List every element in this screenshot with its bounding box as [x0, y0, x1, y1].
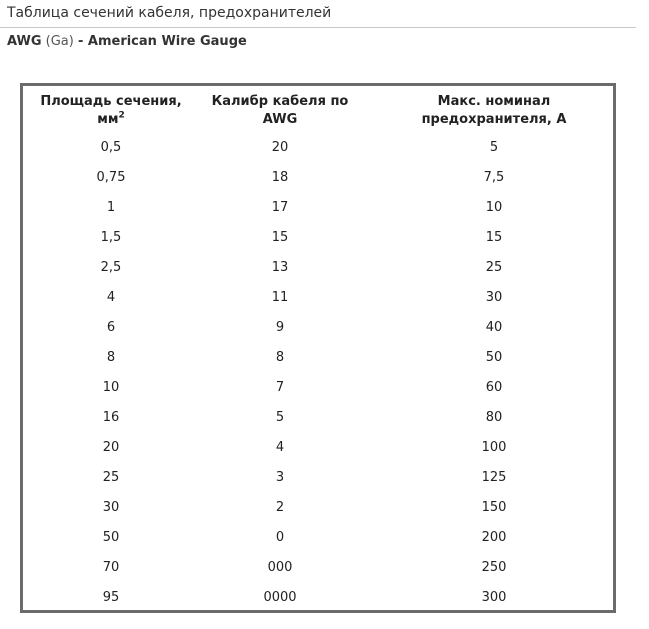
table-body — [23, 140, 613, 620]
column-header-line: Площадь сечения, — [40, 94, 182, 109]
table-row — [23, 530, 613, 560]
awg-cell: 3 — [275, 470, 285, 485]
awg-cell: 17 — [271, 200, 289, 215]
subtitle-awg: AWG — [7, 34, 42, 49]
table-row — [23, 380, 613, 410]
column-header-line: предохранителя, А — [421, 112, 567, 127]
table-row — [23, 410, 613, 440]
awg-cell: 000 — [267, 560, 293, 575]
fuse-rating-cell: 250 — [481, 560, 507, 575]
fuse-rating-cell: 80 — [485, 410, 503, 425]
title-divider — [0, 27, 636, 28]
column-header-line: AWG — [262, 112, 298, 127]
fuse-rating-cell: 7,5 — [483, 170, 505, 185]
table-row — [23, 560, 613, 590]
page-title: Таблица сечений кабеля, предохранителей — [7, 5, 332, 21]
fuse-rating-cell: 25 — [485, 260, 503, 275]
awg-cell: 0 — [275, 530, 285, 545]
awg-cell: 20 — [271, 140, 289, 155]
unit-label: мм — [97, 112, 119, 127]
subtitle — [7, 34, 247, 49]
awg-cell: 4 — [275, 440, 285, 455]
cross-section-cell: 70 — [102, 560, 120, 575]
column-header-line: Калибр кабеля по — [211, 94, 349, 109]
cross-section-cell: 16 — [102, 410, 120, 425]
table-row — [23, 470, 613, 500]
awg-cell: 0000 — [263, 590, 297, 605]
subtitle-ga: (Ga) — [45, 34, 74, 49]
cross-section-cell: 8 — [106, 350, 116, 365]
awg-cell: 18 — [271, 170, 289, 185]
table-row — [23, 170, 613, 200]
awg-cell: 13 — [271, 260, 289, 275]
column-header-fuse-rating — [401, 93, 587, 129]
table-row — [23, 440, 613, 470]
cross-section-cell: 50 — [102, 530, 120, 545]
awg-cell: 15 — [271, 230, 289, 245]
table-row — [23, 320, 613, 350]
cross-section-cell: 1 — [106, 200, 116, 215]
cross-section-cell: 0,5 — [100, 140, 122, 155]
cross-section-cell: 6 — [106, 320, 116, 335]
fuse-rating-cell: 5 — [489, 140, 499, 155]
table-row — [23, 260, 613, 290]
cross-section-cell: 20 — [102, 440, 120, 455]
cross-section-cell: 95 — [102, 590, 120, 605]
column-header-line — [23, 111, 199, 129]
fuse-rating-cell: 15 — [485, 230, 503, 245]
awg-cell: 8 — [275, 350, 285, 365]
awg-cell: 2 — [275, 500, 285, 515]
awg-cell: 9 — [275, 320, 285, 335]
column-header-line: Макс. номинал — [437, 94, 551, 109]
fuse-rating-cell: 125 — [481, 470, 507, 485]
cross-section-cell: 25 — [102, 470, 120, 485]
fuse-rating-cell: 300 — [481, 590, 507, 605]
awg-cell: 5 — [275, 410, 285, 425]
unit-superscript: 2 — [118, 110, 125, 121]
column-header-awg — [195, 93, 365, 129]
fuse-rating-cell: 10 — [485, 200, 503, 215]
awg-cell: 7 — [275, 380, 285, 395]
fuse-rating-cell: 100 — [481, 440, 507, 455]
fuse-rating-cell: 150 — [481, 500, 507, 515]
cross-section-cell: 2,5 — [100, 260, 122, 275]
table-row — [23, 350, 613, 380]
cross-section-cell: 10 — [102, 380, 120, 395]
cross-section-cell: 0,75 — [96, 170, 126, 185]
table-row — [23, 200, 613, 230]
table-row — [23, 230, 613, 260]
table-row — [23, 590, 613, 620]
column-header-cross-section — [23, 93, 199, 129]
fuse-rating-cell: 50 — [485, 350, 503, 365]
table-row — [23, 500, 613, 530]
fuse-rating-cell: 40 — [485, 320, 503, 335]
awg-cell: 11 — [271, 290, 289, 305]
fuse-rating-cell: 60 — [485, 380, 503, 395]
table-row — [23, 290, 613, 320]
cross-section-cell: 4 — [106, 290, 116, 305]
table-row — [23, 140, 613, 170]
fuse-rating-cell: 200 — [481, 530, 507, 545]
cross-section-cell: 30 — [102, 500, 120, 515]
subtitle-description: - American Wire Gauge — [77, 34, 247, 49]
fuse-rating-cell: 30 — [485, 290, 503, 305]
cross-section-cell: 1,5 — [100, 230, 122, 245]
cable-table — [20, 83, 616, 613]
